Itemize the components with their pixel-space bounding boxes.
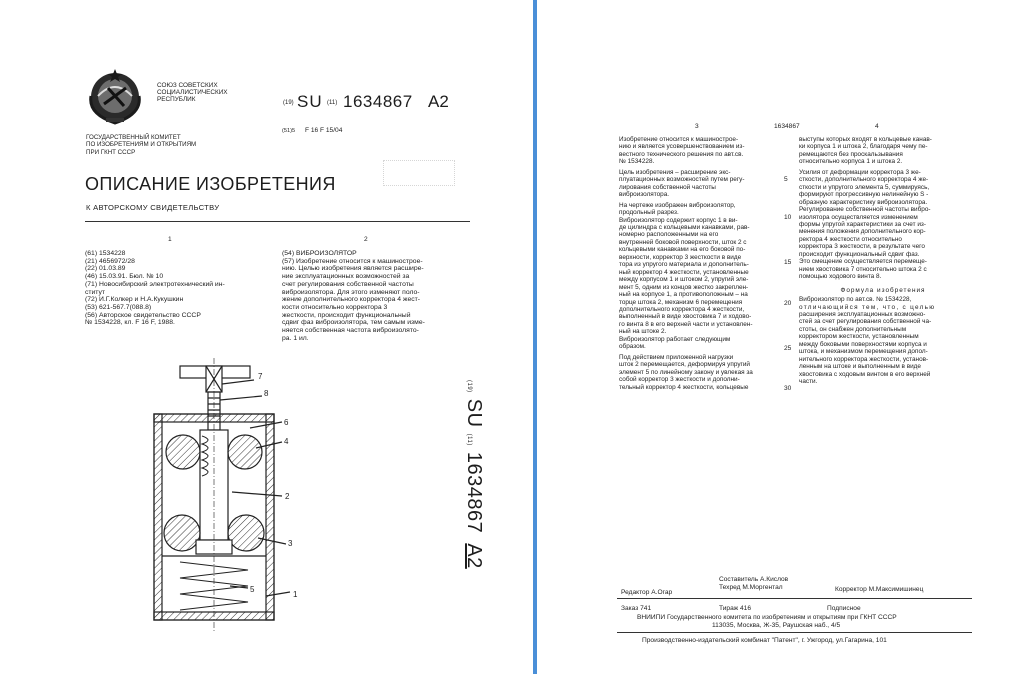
footer-compiler: Составитель А.Кислов — [719, 576, 789, 583]
code-51: (51)5 — [282, 128, 296, 134]
faint-stamp — [383, 160, 455, 186]
column-number-3: 3 — [695, 123, 699, 130]
committee-name: ГОСУДАРСТВЕННЫЙ КОМИТЕТ ПО ИЗОБРЕТЕНИЯМ И ОТКРЫТИЯМ ПРИ ГКНТ СССР — [86, 134, 197, 156]
line-number-10: 10 — [784, 214, 792, 221]
footer-rule-2 — [617, 632, 972, 633]
line-number-20: 20 — [784, 300, 792, 307]
figure-label-3: 3 — [288, 539, 293, 548]
su-code: SU — [297, 92, 323, 111]
header-rule — [85, 221, 470, 222]
abstract: (54) ВИБРОИЗОЛЯТОР (57) Изобретение относится к машинострое- нию. Целью изобретения является расшире- ние эксплуатационных возможностей за счет регулирования собственной частоты виброизолятора. Для этого изменяют поло- жение дополнительного корректора 4 жест- кости относительно корректора 3 жесткости, происходит функциональный сдвиг фаз виброизолятора, тем самым изме- няется собственная частота виброизолято- ра. 1 ил. — [282, 250, 425, 342]
document-subtitle: К АВТОРСКОМУ СВИДЕТЕЛЬСТВУ — [86, 203, 220, 212]
footer-publisher: Производственно-издательский комбинат "Патент", г. Ужгород, ул.Гагарина, 101 — [642, 637, 887, 644]
footer-circulation: Тираж 416 — [719, 605, 751, 612]
line-number-15: 15 — [784, 259, 792, 266]
footer-order: Заказ 741 — [621, 605, 652, 612]
line-number-30: 30 — [784, 385, 792, 392]
footer-subscription: Подписное — [827, 605, 861, 612]
claims-heading: Формула изобретения — [840, 286, 926, 294]
vibration-isolator-drawing — [140, 356, 300, 636]
footer-rule-1 — [617, 598, 972, 599]
document-title: ОПИСАНИЕ ИЗОБРЕТЕНИЯ — [85, 174, 336, 194]
figure-label-5: 5 — [250, 585, 255, 594]
page-2 — [537, 0, 1019, 674]
side-patent-number: (19) SU (11) 1634867 A2 — [463, 380, 485, 569]
figure-label-4: 4 — [284, 437, 289, 446]
description-right-column: выступы которых входят в кольцевые канав- ки корпуса 1 и штока 2, благодаря чему пе- ремещаются без проскальзывания относительно корпуса 1 и штока 2. Усилия от деформации корректора 3 же- сткости, дополнительного корректора 4 же- сткости и упругого элемента 5, суммируясь, формируют прогрессивную нелинейную S - образную характеристику виброизолятора. Регулирование собственной частоты вибро- изолятора осуществляется изменением формы упругой характеристики за счет из- менения положения дополнительного кор- ректора 4 жесткости относительно корректора 3 жесткости, в результате чего происходит функциональный сдвиг фаз. Это смещение осуществляется перемеще- нием хвостовика 7 относительно штока 2 с помощью ходового винта 8. Формула изобретения Виброизолятор по авт.св. № 1534228, отличающийся тем, что, с целью расширения эксплуатационных возможно- стей за счет регулирования собственной ча- стоты, он снабжен дополнительным корректором жесткости, установленным между боковыми поверхностями корпуса и штока, и механизмом перемещения допол- нительного корректора жесткости, установ- ленным на штоке и выполненным в виде хвостовика с ходовым винтом в его верхней части. — [799, 136, 967, 386]
figure-label-1: 1 — [293, 590, 298, 599]
line-number-5: 5 — [784, 176, 788, 183]
ipc-code: F 16 F 15/04 — [305, 127, 343, 134]
line-number-25: 25 — [784, 345, 792, 352]
bibliographic-data: (61) 1534228 (21) 4656972/28 (22) 01.03.89 (46) 15.03.91. Бюл. № 10 (71) Новосибирский электротехнический ин- ститут (72) И.Г.Колкер и Н.А.Кукушкин (53) 621-567.7(088.8) (56) Авторское свидетельство СССР № 1534228, кл. F 16 F, 1988. — [85, 250, 225, 327]
patent-number: 1634867 — [343, 92, 413, 111]
center-patent-number: 1634867 — [774, 123, 800, 130]
code-19: (19) — [283, 100, 294, 106]
column-number-1: 1 — [168, 236, 172, 243]
footer-corrector: Корректор М.Максимишинец — [835, 586, 924, 593]
kind-code: A2 — [428, 92, 449, 111]
footer-address: 113035, Москва, Ж-35, Раушская наб., 4/5 — [712, 622, 841, 629]
figure-label-7: 7 — [258, 372, 263, 381]
footer-techred: Техред М.Моргентал — [719, 584, 783, 591]
figure-label-2: 2 — [285, 492, 290, 501]
ussr-emblem-icon — [82, 66, 148, 126]
state-name: СОЮЗ СОВЕТСКИХ СОЦИАЛИСТИЧЕСКИХ РЕСПУБЛИК — [157, 82, 228, 104]
footer-editor: Редактор А.Огар — [621, 589, 673, 596]
footer-vniipi: ВНИИПИ Государственного комитета по изобретениям и открытиям при ГКНТ СССР — [637, 614, 897, 621]
description-left-column: Изобретение относится к машинострое- нию и является усовершенствованием из- вестного технического решения по авт.св. № 1534228. Цель изобретения – расширение экс- плуатационных возможностей путем регу- лирования собственной частоты виброизолятора. На чертеже изображен виброизолятор, продольный разрез. Виброизолятор содержит корпус 1 в ви- де цилиндра с кольцевыми канавками, рав- номерно расположенными на его внутренней боковой поверхности, шток 2 с кольцевыми канавками на его боковой по- верхности, корректор 3 жесткости в виде тора из упругого материала и дополнитель- ный корректор 4 жесткости, установленные между корпусом 1 и штоком 2, упругий эле- мент 5, одним из концов жестко закреплен- ный на корпусе 1, а противоположным – на торце штока 2, механизм 6 перемещения дополнительного корректора 4 жесткости, выполненный в виде хвостовика 7 и ходово- го винта 8 в его верхней части и установлен- ный на штоке 2. Виброизолятор работает следующим образом. Под действием приложенной нагрузки шток 2 перемещается, деформируя упругий элемент 5 по линейному закону и увлекая за собой корректор 3 жесткости и дополни- тельный корректор 4 жесткости, кольцевые — [619, 136, 753, 391]
column-number-2: 2 — [364, 236, 368, 243]
column-number-4: 4 — [875, 123, 879, 130]
code-11: (11) — [327, 100, 338, 106]
figure-label-6: 6 — [284, 418, 289, 427]
figure-label-8: 8 — [264, 389, 269, 398]
